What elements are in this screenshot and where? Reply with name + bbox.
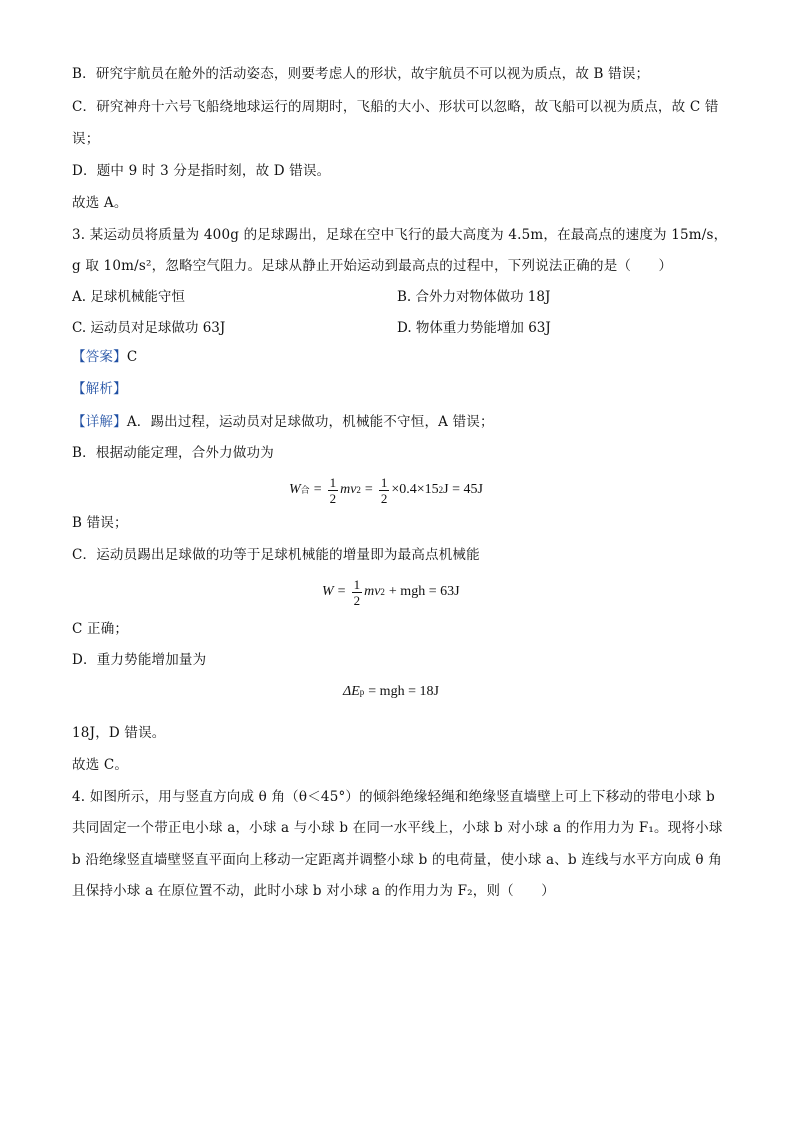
work-formula: W = $\frac{1}{2}$ mv 2 + mgh = 63J (322, 576, 460, 608)
answer-line (72, 347, 137, 367)
detail-a-text: A．踢出过程，运动员对足球做功，机械能不守恒，A 错误； (126, 414, 494, 430)
solution-b-line: B．研究宇航员在舱外的活动姿态，则要考虑人的形状，故宇航员不可以视为质点，故 B 错误； (72, 66, 650, 82)
analysis-line (72, 379, 127, 399)
question-4-stem-line-1: 4. 如图所示，用与竖直方向成 θ 角（θ＜45°）的倾斜绝缘轻绳和绝缘竖直墙壁上可上下移动的带电小球 b (72, 789, 715, 805)
detail-a-line (72, 412, 494, 432)
question-3-option-c: C. 运动员对足球做功 63J (72, 320, 226, 336)
formula1-term: mv (340, 482, 357, 497)
formula2-rest: + mgh = 63J (388, 584, 460, 599)
b-wrong-line: B 错误； (72, 515, 128, 531)
d-wrong-line: 18J，D 错误。 (72, 725, 166, 741)
potential-energy-formula: ΔE p = mgh = 18J (343, 684, 439, 699)
question-3-conclusion: 故选 C。 (72, 757, 129, 773)
question-4-stem-line-4: 且保持小球 a 在原位置不动，此时小球 b 对小球 a 的作用力为 F₂，则（ ） (72, 883, 555, 899)
question-4-stem-line-2: 共同固定一个带正电小球 a，小球 a 与小球 b 在同一水平线上，小球 b 对小球 a 的作用力为 F₁。现将小球 (72, 820, 723, 836)
detail-tag: 【详解】 (72, 414, 127, 430)
solution-c-line-2: 误； (72, 131, 100, 147)
kinetic-energy-formula: W 合 = $\frac{1}{2}$ mv 2 = $\frac{1}{2}$ ×0.4×15 2 J = 45J (289, 474, 483, 506)
solution-d-line: D．题中 9 时 3 分是指时刻，故 D 错误。 (72, 163, 331, 179)
analysis-tag: 【解析】 (72, 381, 127, 397)
detail-b-line: B．根据动能定理，合外力做功为 (72, 445, 274, 461)
answer-tag: 【答案】 (72, 349, 127, 365)
question-3-stem-line-1: 3. 某运动员将质量为 400g 的足球踢出，足球在空中飞行的最大高度为 4.5m，在最高点的速度为 15m/s， (72, 227, 728, 243)
formula1-rhs: ×0.4×15 (391, 482, 439, 497)
solution-c-line-1: C．研究神舟十六号飞船绕地球运行的周期时，飞船的大小、形状可以忽略，故飞船可以视为质点，故 C 错 (72, 99, 719, 115)
formula2-fraction: $\frac{1}{2}$ (353, 576, 361, 608)
detail-d-line: D．重力势能增加量为 (72, 652, 207, 668)
formula1-lhs: W (289, 482, 301, 497)
formula1-eq: = (313, 482, 322, 497)
question-4-stem-line-3: b 沿绝缘竖直墙壁竖直平面向上移动一定距离并调整小球 b 的电荷量，使小球 a、b 连线与水平方向成 θ 角 (72, 852, 722, 868)
solution-conclusion: 故选 A。 (72, 195, 128, 211)
question-3-option-a: A. 足球机械能守恒 (72, 289, 185, 305)
question-3-option-b: B. 合外力对物体做功 18J (397, 289, 551, 305)
formula1-fraction: $\frac{1}{2}$ (329, 474, 337, 506)
c-right-line: C 正确； (72, 621, 129, 637)
formula3-rest: = mgh = 18J (368, 684, 439, 699)
detail-c-line: C．运动员踢出足球做的功等于足球机械能的增量即为最高点机械能 (72, 547, 480, 563)
answer-value: C (126, 349, 138, 365)
formula1-fraction-2: $\frac{1}{2}$ (380, 474, 388, 506)
question-3-option-d: D. 物体重力势能增加 63J (397, 320, 551, 336)
question-3-stem-line-2: g 取 10m/s²，忽略空气阻力。足球从静止开始运动到最高点的过程中，下列说法正确的是（ ） (72, 258, 673, 274)
